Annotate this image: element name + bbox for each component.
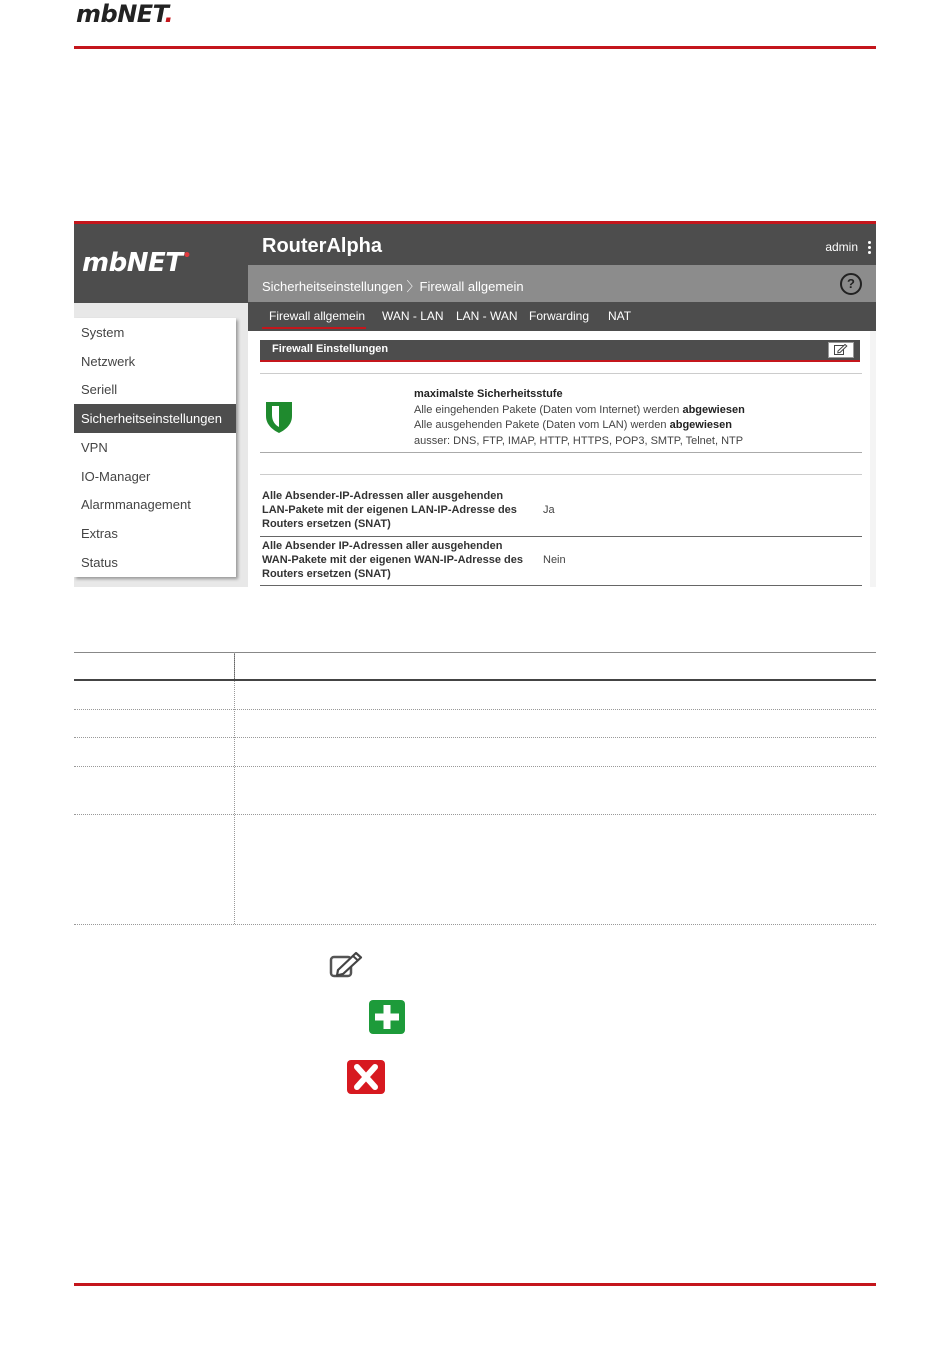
document-logo: mbNET.: [76, 0, 174, 28]
table-row: [74, 814, 876, 815]
app-logo-area: [74, 224, 248, 303]
snat-wan-label: Alle Absender IP-Adressen aller ausgehenden WAN-Pakete mit der eigenen WAN-IP-Adresse des Routers ersetzen (SNAT): [262, 540, 524, 580]
pencil-icon: [329, 951, 365, 979]
divider: [260, 536, 862, 537]
sidebar-item-io-manager[interactable]: IO-Manager: [81, 469, 151, 484]
snat-lan-value: Ja: [543, 504, 555, 516]
section-header: [260, 340, 860, 362]
kebab-menu-icon[interactable]: [866, 240, 872, 256]
divider: [260, 474, 862, 475]
sidebar-item-alarmmanagement[interactable]: Alarmmanagement: [81, 497, 191, 512]
tab-forwarding[interactable]: Forwarding: [529, 309, 590, 323]
divider: [260, 585, 862, 586]
breadcrumb-bar: [248, 265, 876, 302]
sidebar-item-netzwerk[interactable]: Netzwerk: [81, 354, 136, 369]
device-name: RouterAlpha: [262, 235, 382, 257]
table-column-divider: [234, 652, 235, 924]
outgoing-rule-status: abgewiesen: [669, 419, 732, 431]
tab-lan-wan[interactable]: LAN - WAN: [456, 309, 518, 323]
table-top-rule: [74, 652, 876, 653]
breadcrumb: Sicherheitseinstellungen 〉Firewall allgemein: [262, 279, 524, 294]
tab-nat[interactable]: NAT: [608, 309, 632, 323]
table-header-rule: [74, 679, 876, 681]
security-level-description: [414, 387, 745, 449]
tab-firewall-allgemein[interactable]: Firewall allgemein: [269, 309, 366, 323]
divider: [260, 373, 862, 374]
incoming-rule-text: Alle eingehenden Pakete (Daten vom Internet) werden: [414, 403, 683, 416]
section-title: Firewall Einstellungen: [272, 343, 389, 355]
user-name[interactable]: admin: [825, 240, 858, 254]
active-tab-indicator: [262, 327, 366, 329]
sidebar-item-sicherheitseinstellungen[interactable]: Sicherheitseinstellungen: [74, 404, 236, 433]
divider: [260, 452, 862, 453]
app-logo: mbNET•: [82, 248, 191, 278]
description-table: [74, 652, 876, 926]
sidebar: [74, 318, 236, 577]
router-ui-screenshot: [74, 221, 876, 587]
incoming-rule-status: abgewiesen: [682, 403, 745, 416]
snat-lan-label: Alle Absender-IP-Adressen aller ausgehenden LAN-Pakete mit der eigenen LAN-IP-Adresse des Routers ersetzen (SNAT): [262, 490, 517, 530]
table-row: [74, 709, 876, 710]
add-icon: [369, 1000, 405, 1034]
tab-bar: [248, 302, 876, 331]
table-row: [74, 737, 876, 738]
edit-button[interactable]: [828, 342, 854, 358]
content-panel: [248, 331, 870, 587]
table-row: [74, 766, 876, 767]
header-rule: [74, 46, 876, 49]
sidebar-item-extras[interactable]: Extras: [81, 526, 118, 541]
title-bar: [248, 224, 876, 265]
outgoing-rule-text: Alle ausgehenden Pakete (Daten vom LAN) werden: [414, 419, 670, 431]
table-row: [74, 924, 876, 925]
sidebar-item-seriell[interactable]: Seriell: [81, 382, 118, 397]
sidebar-item-status[interactable]: Status: [81, 555, 118, 570]
sidebar-item-system[interactable]: System: [81, 325, 125, 340]
help-icon[interactable]: ?: [840, 273, 862, 295]
shield-icon: [264, 400, 294, 434]
footer-rule: [74, 1283, 876, 1286]
exceptions-text: ausser: DNS, FTP, IMAP, HTTP, HTTPS, POP3, SMTP, Telnet, NTP: [414, 434, 744, 447]
snat-wan-value: Nein: [543, 554, 566, 566]
tab-wan-lan[interactable]: WAN - LAN: [382, 309, 444, 323]
edit-icon: [834, 344, 848, 355]
delete-icon: [347, 1060, 385, 1094]
sidebar-item-vpn[interactable]: VPN: [81, 440, 108, 455]
security-level-title: maximalste Sicherheitsstufe: [414, 388, 563, 400]
